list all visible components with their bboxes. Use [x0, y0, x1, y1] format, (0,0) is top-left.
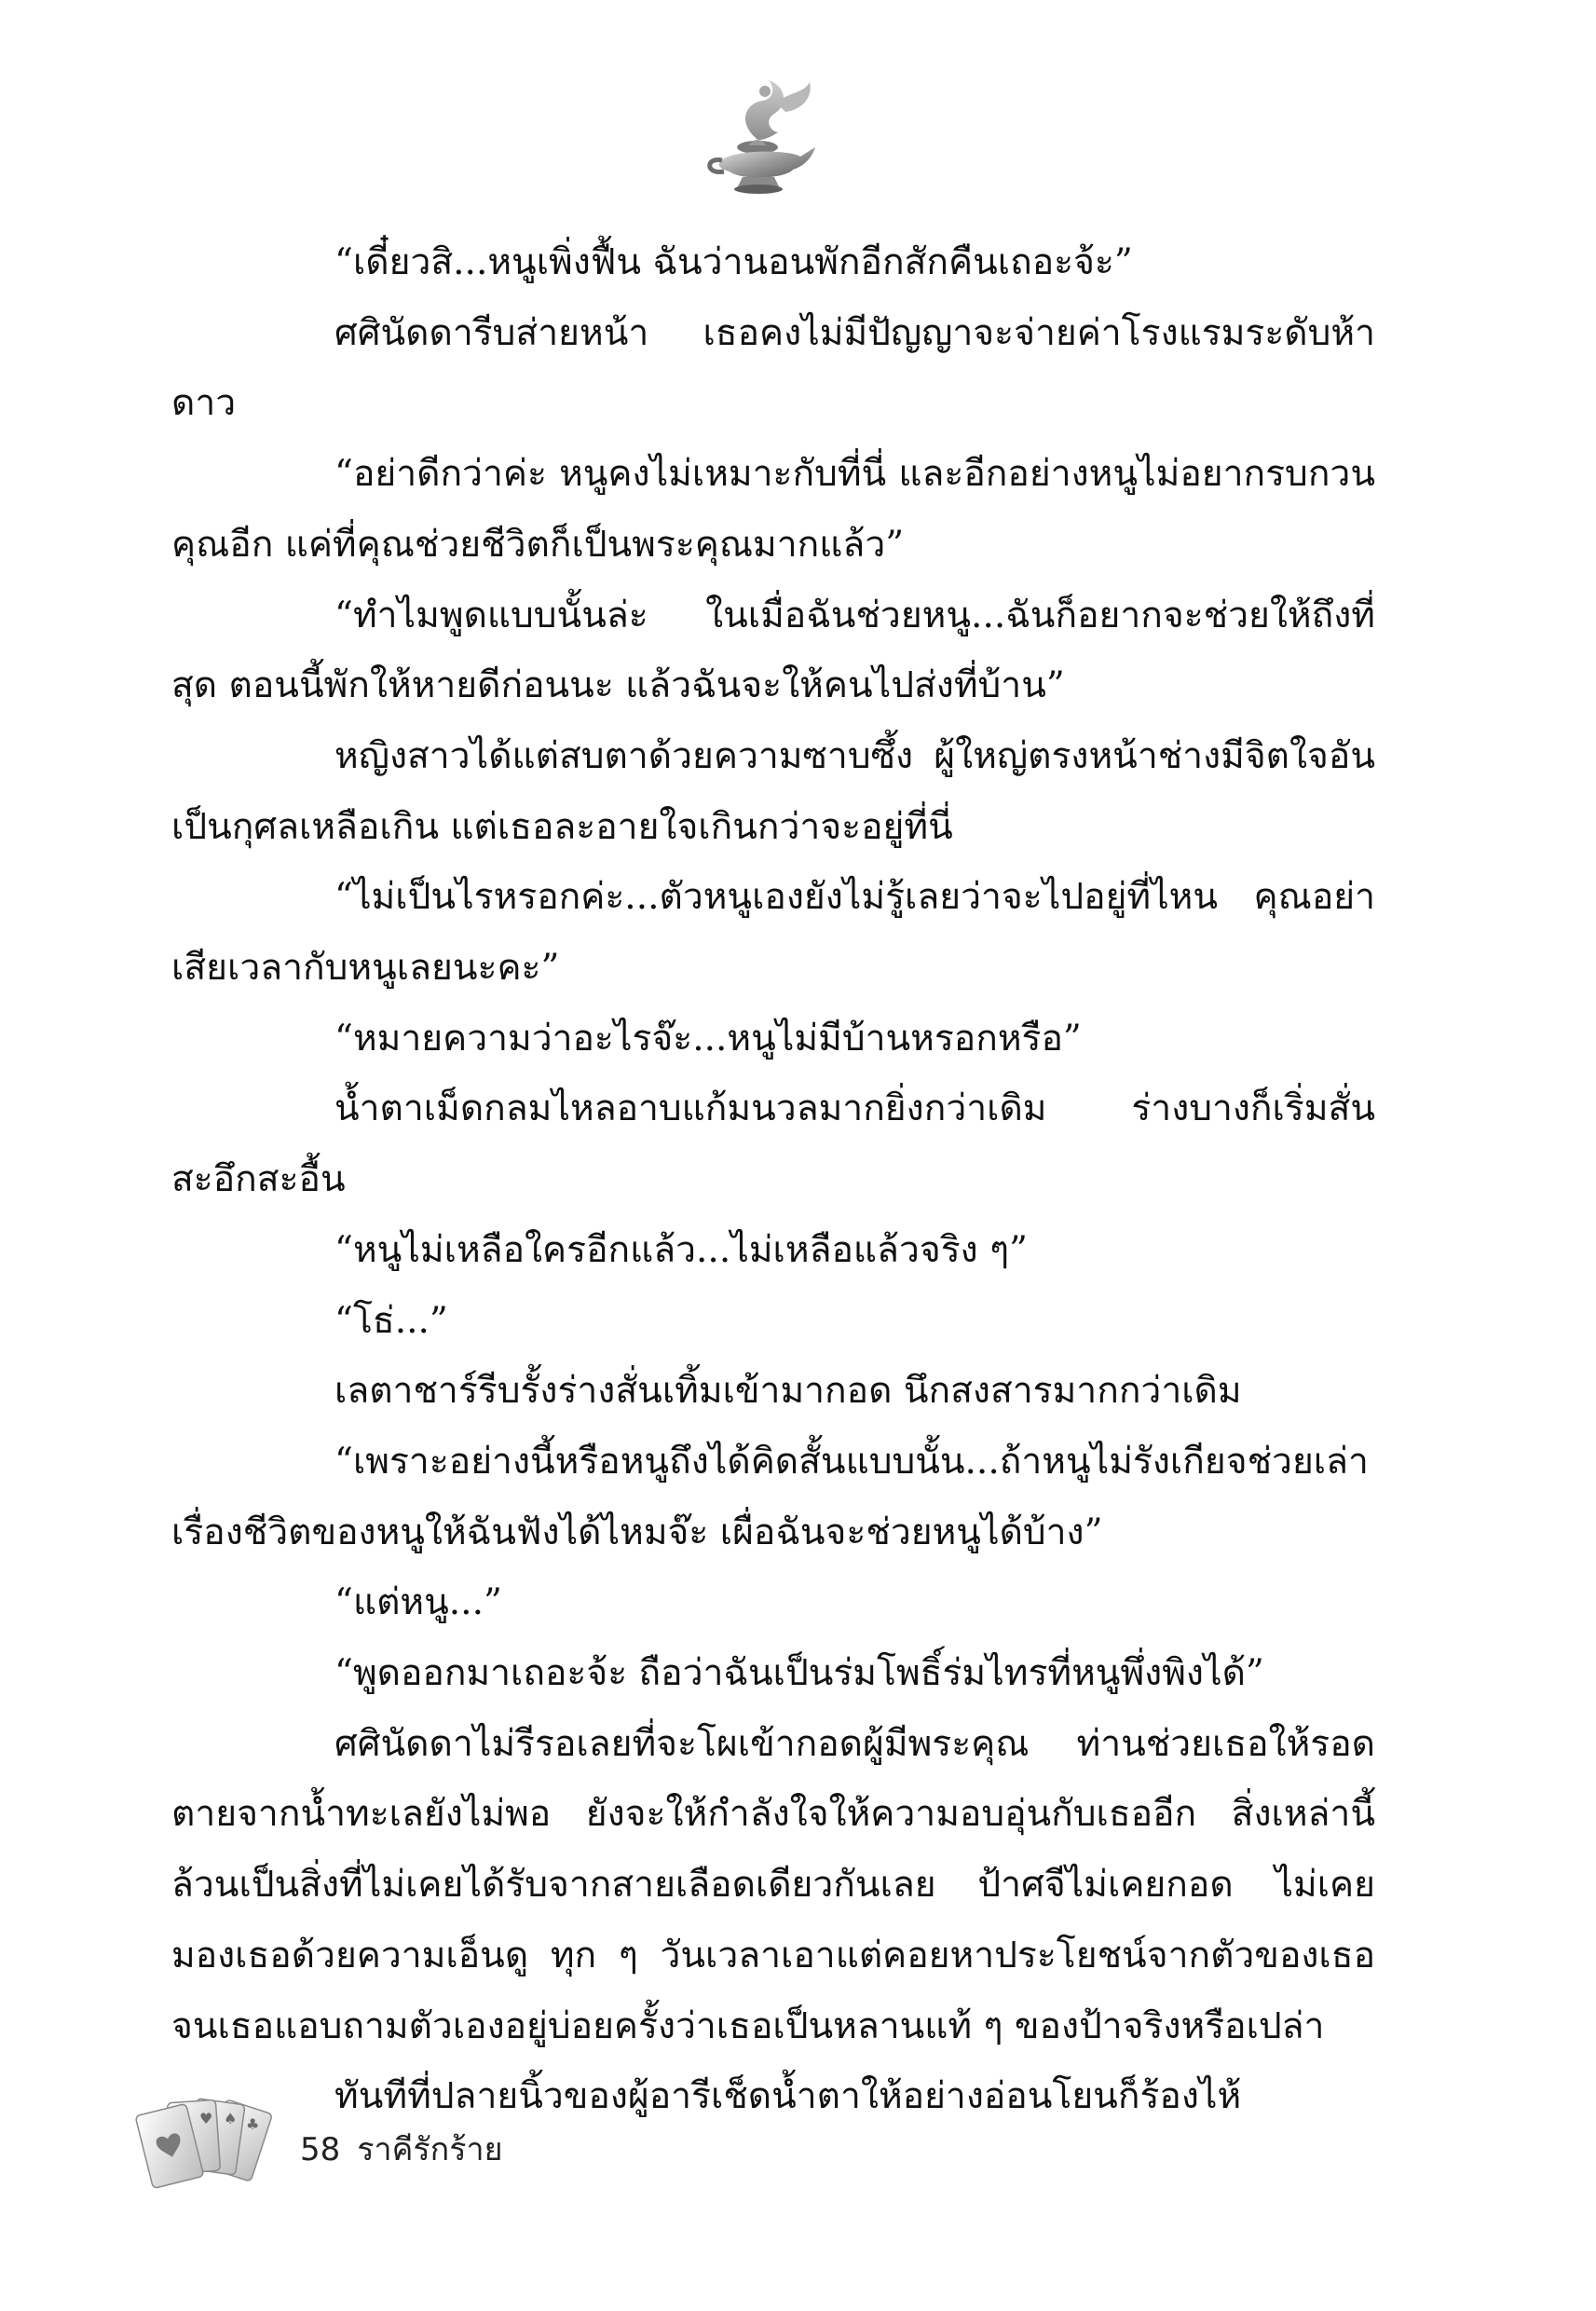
playing-cards-icon [130, 2092, 280, 2204]
svg-text:♥: ♥ [199, 2110, 213, 2127]
svg-text:♣: ♣ [246, 2115, 260, 2133]
paragraph: “โธ่...” [334, 1299, 448, 1342]
paragraph: “แต่หนู...” [334, 1581, 502, 1624]
paragraph: ศศินัดดาไม่รีรอเลยที่จะโผเข้ากอดผู้มีพระคุณ ท่านช่วยเธอให้รอดตายจากน้ำทะเลยังไม่พอ ยังจะให้กำลังใจให้ความอบอุ่นกับเธออีก สิ่งเหล่านี้ล้วนเป็นสิ่งที่ไม่เคยได้รับจากสายเลือดเดียวกันเลย ป้าศจีไม่เคยกอด ไม่เคยมองเธอด้วยความเอ็นดู ทุก ๆ วันเวลาเอาแต่คอยหาประโยชน์จากตัวของเธอ จนเธอแอบถามตัวเองอยู่บ่อยครั้งว่าเธอเป็นหลานแท้ ๆ ของป้าจริงหรือเปล่า [171, 1722, 1375, 2047]
genie-lamp-icon [700, 65, 821, 205]
page-number: 58 [300, 2131, 341, 2168]
paragraph: “ไม่เป็นไรหรอกค่ะ...ตัวหนูเองยังไม่รู้เลยว่าจะไปอยู่ที่ไหน คุณอย่าเสียเวลากับหนูเลยนะคะ” [171, 876, 1375, 990]
paragraph: หญิงสาวได้แต่สบตาด้วยความซาบซึ้ง ผู้ใหญ่ตรงหน้าช่างมีจิตใจอันเป็นกุศลเหลือเกิน แต่เธอละอายใจเกินกว่าจะอยู่ที่นี่ [171, 734, 1375, 848]
svg-text:♠: ♠ [224, 2110, 238, 2127]
paragraph: “หนูไม่เหลือใครอีกแล้ว...ไม่เหลือแล้วจริง ๆ” [334, 1228, 1028, 1271]
paragraph: “อย่าดีกว่าค่ะ หนูคงไม่เหมาะกับที่นี่ และอีกอย่างหนูไม่อยากรบกวนคุณอีก แค่ที่คุณช่วยชีวิตก็เป็นพระคุณมากแล้ว” [171, 453, 1375, 566]
paragraph: น้ำตาเม็ดกลมไหลอาบแก้มนวลมากยิ่งกว่าเดิม ร่างบางก็เริ่มสั่นสะอึกสะอื้น [171, 1087, 1375, 1201]
paragraph: “พูดออกมาเถอะจ้ะ ถือว่าฉันเป็นร่มโพธิ์ร่มไทรที่หนูพึ่งพิงได้” [334, 1652, 1264, 1695]
paragraph: ศศินัดดารีบส่ายหน้า เธอคงไม่มีปัญญาจะจ่ายค่าโรงแรมระดับห้าดาว [171, 311, 1375, 425]
paragraph: ทันทีที่ปลายนิ้วของผู้อารีเช็ดน้ำตาให้อย่างอ่อนโยนก็ร้องไห้ [334, 2075, 1242, 2118]
page-footer [130, 2092, 876, 2204]
paragraph: “เพราะอย่างนี้หรือหนูถึงได้คิดสั้นแบบนั้น...ถ้าหนูไม่รังเกียจช่วยเล่าเรื่องชีวิตของหนูให้ฉันฟังได้ไหมจ๊ะ เผื่อฉันจะช่วยหนูได้บ้าง” [171, 1440, 1369, 1553]
paragraph: เลตาชาร์รีบรั้งร่างสั่นเทิ้มเข้ามากอด นึกสงสารมากกว่าเดิม [334, 1370, 1242, 1413]
paragraph: “ทำไมพูดแบบนั้นล่ะ ในเมื่อฉันช่วยหนู...ฉันก็อยากจะช่วยให้ถึงที่สุด ตอนนี้พักให้หายดีก่อนนะ แล้วฉันจะให้คนไปส่งที่บ้าน” [171, 594, 1375, 707]
book-title: ราคีรักร้าย [357, 2131, 503, 2168]
folio [300, 2124, 503, 2174]
story-text [171, 227, 1375, 2132]
paragraph: “เดี๋ยวสิ...หนูเพิ่งฟื้น ฉันว่านอนพักอีกสักคืนเถอะจ้ะ” [334, 241, 1133, 283]
paragraph: “หมายความว่าอะไรจ๊ะ...หนูไม่มีบ้านหรอกหรือ” [334, 1017, 1082, 1060]
